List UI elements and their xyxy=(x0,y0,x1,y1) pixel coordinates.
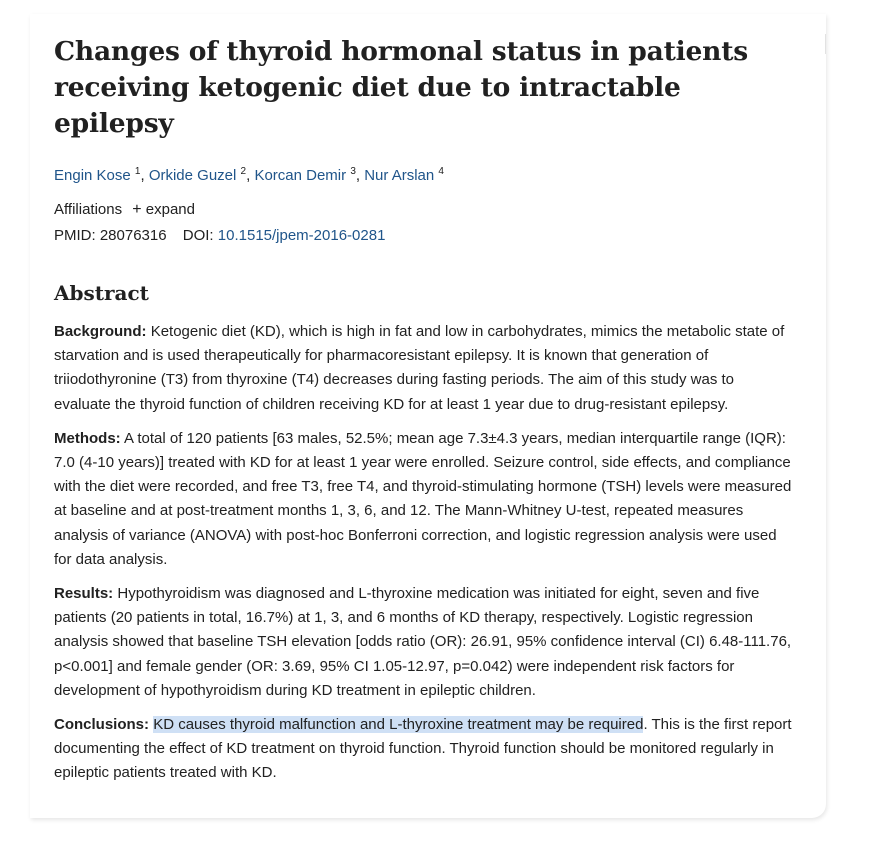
abstract-conclusions xyxy=(54,713,794,786)
abstract-heading: Abstract xyxy=(54,281,149,305)
methods-text: A total of 120 patients [63 males, 52.5%; mean age 7.3±4.3 years, median interquartile range (IQR): 7.0 (4-10 years)] treated with KD for at least 1 year were enrolled. Seizure control, side effects, and compliance with the diet were recorded, and free T3, free T4, and thyroid-stimulating hormone (TSH) levels were measured at baseline and at post-treatment months 1, 3, 6, and 12. The Mann-Whitney U-test, repeated measures analysis of variance (ANOVA) with post-hoc Bonferroni correction, and logistic regression analysis were used for data analysis. xyxy=(54,429,792,568)
author-separator: , xyxy=(355,167,361,184)
author-name[interactable]: Engin Kose xyxy=(54,167,131,184)
author-link-arslan[interactable] xyxy=(364,167,434,184)
author-affiliation-number[interactable]: 2 xyxy=(240,166,247,177)
authors-list xyxy=(54,162,794,186)
abstract-results xyxy=(54,582,794,703)
results-text: Hypothyroidism was diagnosed and L-thyroxine medication was initiated for eight, seven and five patients (20 patients in total, 16.7%) at 1, 3, and 6 months of KD therapy, respectively. Logistic regression analysis showed that baseline TSH elevation [odds ratio (OR): 26.91, 95% confidence interval (CI) 6.48-111.76, p<0.001] and female gender (OR: 3.69, 95% CI 1.05-12.97, p=0.042) were independent risk factors for development of hypothyroidism during KD treatment in epileptic children. xyxy=(54,585,792,699)
article-content xyxy=(54,34,794,786)
abstract-methods xyxy=(54,427,794,572)
conclusions-text: . This is the first report documenting the effect of KD treatment on thyroid function. Thyroid function should be monitored regularly in epileptic patients treated with KD. xyxy=(54,716,792,782)
identifiers-row xyxy=(54,226,794,246)
pmid-value: 28076316 xyxy=(99,227,167,244)
affiliations-label: Affiliations xyxy=(54,201,123,218)
author-affiliation-number[interactable]: 4 xyxy=(438,166,444,177)
author-separator: , xyxy=(246,167,251,184)
article-title: Changes of thyroid hormonal status in patients receiving ketogenic diet due to intractable epilepsy xyxy=(54,36,748,139)
author-separator: , xyxy=(140,167,145,184)
author-affiliation-number[interactable]: 1 xyxy=(134,166,141,177)
background-label: Background: xyxy=(54,323,147,340)
pmid-label: PMID: xyxy=(54,227,96,244)
author-affiliation-number[interactable]: 3 xyxy=(350,166,356,177)
author-link-kose[interactable] xyxy=(54,167,131,184)
article-card xyxy=(30,14,826,818)
author-link-demir[interactable] xyxy=(254,167,346,184)
doi-label: DOI: xyxy=(182,227,214,244)
methods-label: Methods: xyxy=(54,429,121,447)
affiliations-row xyxy=(54,200,794,220)
background-text: Ketogenic diet (KD), which is high in fat and low in carbohydrates, mimics the metabolic state of starvation and is used therapeutically for pharmacoresistant epilepsy. It is known that generation of triiodothyronine (T3) from thyroxine (T4) decreases during fasting periods. The aim of this study was to evaluate the thyroid function of children receiving KD for at least 1 year due to drug-resistant epilepsy. xyxy=(54,323,785,413)
author-name[interactable]: Korcan Demir xyxy=(254,167,347,184)
author-name[interactable]: Orkide Guzel xyxy=(148,167,237,184)
doi-link[interactable]: 10.1515/jpem-2016-0281 xyxy=(217,227,386,244)
author-name[interactable]: Nur Arslan xyxy=(364,167,435,184)
conclusions-label: Conclusions: xyxy=(54,716,150,734)
affiliations-expand-toggle[interactable] xyxy=(132,201,195,218)
author-link-guzel[interactable] xyxy=(149,167,237,184)
plus-icon[interactable]: + xyxy=(132,201,142,218)
results-label: Results: xyxy=(54,585,114,603)
highlighted-selection: KD causes thyroid malfunction and L-thyroxine treatment may be required xyxy=(153,716,644,734)
expand-label[interactable]: expand xyxy=(145,201,195,218)
card-scroll-edge xyxy=(825,34,826,54)
abstract-background xyxy=(54,320,794,417)
